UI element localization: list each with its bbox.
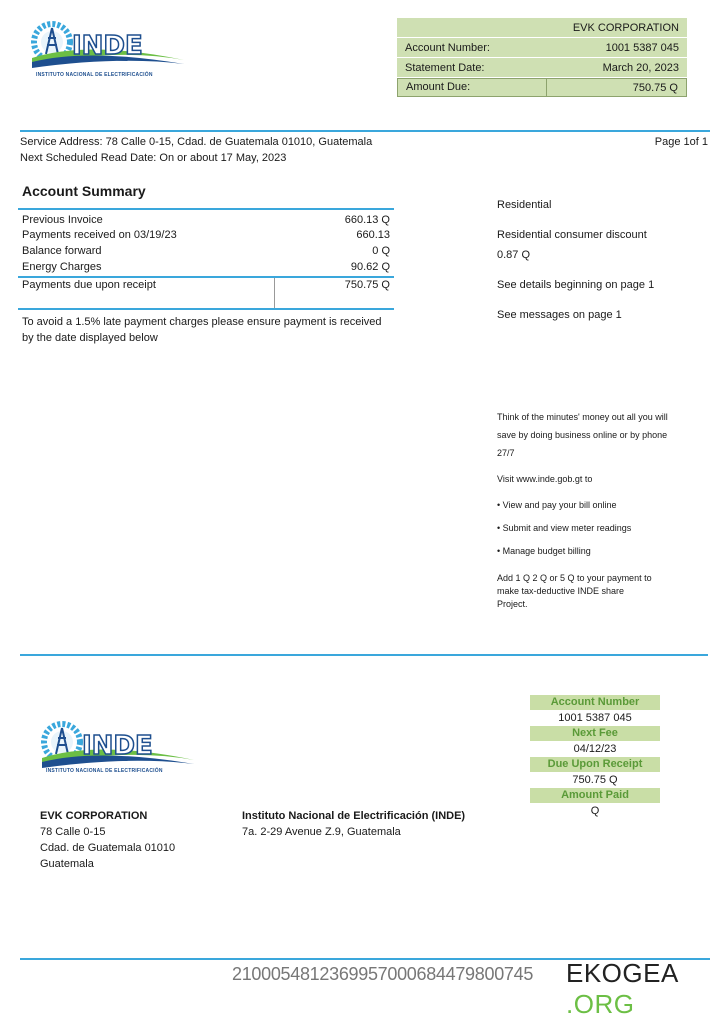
customer-name: EVK CORPORATION [40,810,148,822]
statement-date-label: Statement Date: [405,61,485,74]
visit-website: Visit www.inde.gob.gt to [497,474,593,484]
messages-link[interactable]: See messages on page 1 [497,309,622,321]
promo-online: Think of the minutes' money out all you will save by doing business online or by phone 27/7 [497,412,668,458]
company-name: EVK CORPORATION [572,21,679,34]
due-upon-receipt-header: Due Upon Receipt [530,757,660,772]
company-row [397,18,687,37]
residential-label: Residential [497,199,552,211]
donation-promo: Add 1 Q 2 Q or 5 Q to your payment to make tax-deductive INDE share Project. [497,573,652,609]
top-divider [20,130,710,132]
logo-subtitle: INSTITUTO NACIONAL DE ELECTRIFICACIÓN [36,72,153,78]
service-address: Service Address: 78 Calle 0-15, Cdad. de Guatemala 01010, Guatemala [20,136,373,148]
amount-due-value: 750.75 Q [632,81,678,94]
list-item: • Manage budget billing [497,546,591,556]
next-read-date: Next Scheduled Read Date: On or about 17 May, 2023 [20,152,287,164]
amount-due-row [397,78,687,97]
watermark [566,958,720,1020]
late-payment-note: To avoid a 1.5% late payment charges please ensure payment is received by the date displayed below [22,316,382,344]
discount-value: 0.87 Q [497,249,531,261]
benefits-list [497,494,687,563]
barcode-number: 210005481236995700068447980074​5 [232,964,534,984]
statement-date-row [397,58,687,77]
inde-logo [28,18,188,83]
watermark-suffix: .ORG [566,989,635,1019]
logo-subtitle-stub: INSTITUTO NACIONAL DE ELECTRIFICACIÓN [46,768,163,774]
amount-paid-header: Amount Paid [530,788,660,803]
summary-row: Balance forward 0 Q [22,245,390,257]
details-link[interactable]: See details beginning on page 1 [497,279,655,291]
logo-wordmark: INDE [72,31,143,61]
account-number-header: Account Number [530,695,660,710]
amount-paid-field[interactable]: Q [590,805,600,817]
account-number-row [397,38,687,57]
account-number-value: 1001 5387 045 [605,41,679,54]
payments-due-row [18,278,394,308]
discount-label: Residential consumer discount [497,229,647,241]
payments-due-value: 750.75 Q [344,279,390,291]
inde-logo-stub [38,718,198,783]
summary-row: Previous Invoice 660.13 Q [22,214,390,226]
payee-name: Instituto Nacional de Electrificación (INDE) [242,810,466,822]
summary-row: Energy Charges 90.62 Q [22,261,390,273]
account-summary-title: Account Summary [22,183,146,199]
stub-divider [20,654,708,656]
payee-address: Instituto Nacional de Electrificación (INDE) 7a. 2-29 Avenue Z.9, Guatemala [242,810,466,838]
account-number-label: Account Number: [405,41,490,54]
statement-date-value: March 20, 2023 [602,61,679,74]
amount-due-label: Amount Due: [398,79,547,96]
summary-row: Payments received on 03/19/23 660.13 [22,229,390,241]
logo-wordmark-stub: INDE [82,731,153,761]
list-item: • Submit and view meter readings [497,523,632,533]
payments-due-label: Payments due upon receipt [18,278,275,308]
due-upon-receipt-value: 750.75 Q [572,774,618,786]
customer-address: EVK CORPORATION 78 Calle 0-15 Cdad. de Guatemala 01010 Guatemala [40,810,176,870]
next-fee-value: 04/12/23 [573,743,617,755]
account-info-table [397,18,687,98]
list-item: • View and pay your bill online [497,500,617,510]
watermark-text: EKOGEA [566,958,678,988]
account-summary-table [18,208,394,310]
account-number-stub: 1001 5387 045 [558,712,632,724]
next-fee-header: Next Fee [530,726,660,741]
payment-box [530,695,660,819]
page-number: Page 1of 1 [654,136,708,148]
inde-logo-graphic [28,18,188,78]
